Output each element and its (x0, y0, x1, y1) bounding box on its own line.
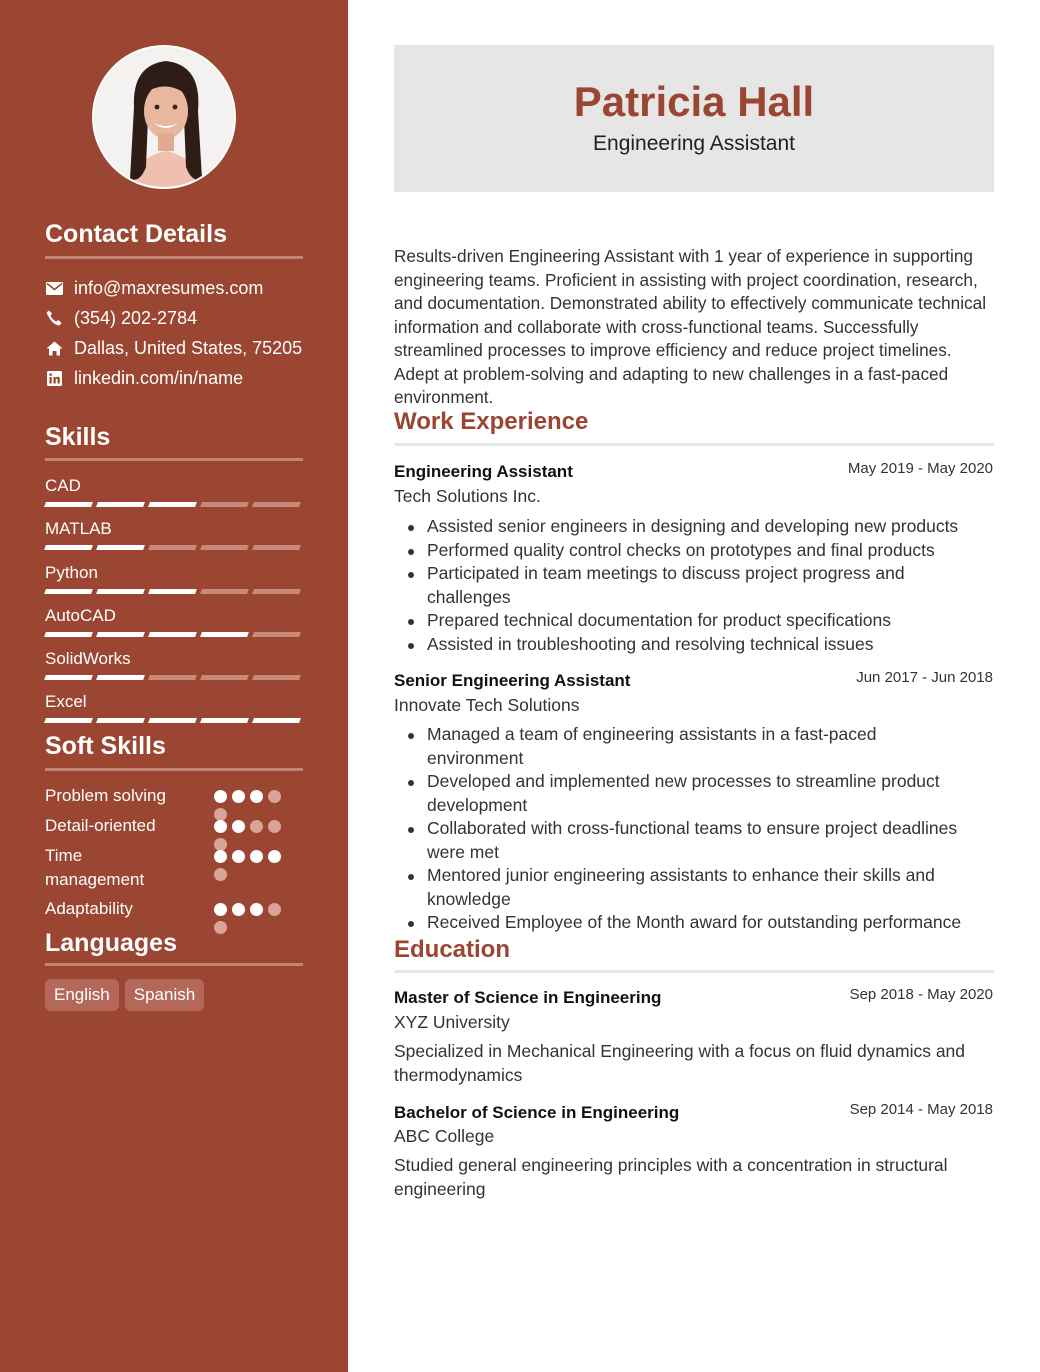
skill-level-segment (252, 545, 301, 550)
skill-level-segment (148, 545, 197, 550)
list-item: Participated in team meetings to discuss project progress and challenges (394, 562, 994, 609)
skills-divider (45, 458, 303, 461)
skill-level-segment (148, 632, 197, 637)
skill-name: MATLAB (45, 519, 112, 538)
skill-level-segment (96, 589, 145, 594)
envelope-icon (45, 279, 63, 297)
contact-address-text: Dallas, United States, 75205 (74, 337, 303, 358)
education-heading: Education (394, 936, 511, 963)
skill-name: Excel (45, 692, 87, 711)
work-divider (394, 443, 994, 446)
skill-item (45, 519, 303, 550)
soft-skills-divider (45, 768, 303, 771)
education-description: Specialized in Mechanical Engineering with a focus on fluid dynamics and thermodynamics (394, 1041, 966, 1085)
skill-level-segment (44, 589, 93, 594)
home-icon (45, 339, 63, 357)
skill-level-segment (44, 502, 93, 507)
linkedin-icon (45, 369, 63, 387)
job-company: Innovate Tech Solutions (394, 695, 580, 715)
soft-skill-name: Problem solving (45, 786, 166, 805)
list-item: Received Employee of the Month award for outstanding performance (394, 911, 994, 935)
education-dates: Sep 2014 - May 2018 (849, 1101, 993, 1118)
languages-heading: Languages (45, 929, 177, 957)
soft-skill-dot (268, 790, 281, 803)
job-title: Senior Engineering Assistant (394, 671, 631, 690)
skill-name: CAD (45, 476, 81, 495)
skill-level-segment (200, 502, 249, 507)
skill-name: SolidWorks (45, 649, 131, 668)
skill-item (45, 692, 303, 723)
soft-skill-name: Detail-oriented (45, 816, 156, 835)
job-company: Tech Solutions Inc. (394, 486, 541, 506)
skill-level-bar (45, 718, 303, 723)
sidebar (0, 0, 348, 1372)
contact-phone-text: (354) 202-2784 (74, 307, 198, 328)
education-dates: Sep 2018 - May 2020 (849, 986, 993, 1003)
skill-level-bar (45, 675, 303, 680)
candidate-name: Patricia Hall (573, 78, 815, 125)
skill-level-segment (96, 718, 145, 723)
skill-level-segment (200, 632, 249, 637)
contact-address (45, 335, 302, 361)
contact-linkedin[interactable] (45, 365, 243, 391)
language-tag: English (45, 979, 119, 1011)
list-item: Prepared technical documentation for product specifications (394, 609, 994, 633)
skill-level-segment (96, 632, 145, 637)
school-name: ABC College (394, 1126, 495, 1146)
skill-level-segment (252, 718, 301, 723)
soft-skill-name: Adaptability (45, 899, 133, 918)
soft-skill-dot (232, 790, 245, 803)
list-item: Assisted in troubleshooting and resolving technical issues (394, 633, 994, 657)
soft-skills-heading: Soft Skills (45, 732, 166, 760)
degree-title: Bachelor of Science in Engineering (394, 1103, 680, 1122)
skill-level-segment (200, 545, 249, 550)
skill-item (45, 563, 303, 594)
job-dates: May 2019 - May 2020 (847, 460, 993, 477)
skill-level-segment (200, 589, 249, 594)
soft-skill-dot (250, 820, 263, 833)
job-title: Engineering Assistant (394, 462, 573, 481)
soft-skill-dot (250, 790, 263, 803)
education-divider (394, 970, 994, 973)
contact-divider (45, 256, 303, 259)
soft-skill-dot (214, 868, 227, 881)
skill-level-segment (252, 675, 301, 680)
job-bullets (394, 515, 994, 656)
summary: Results-driven Engineering Assistant with 1 year of experience in supporting engineering teams. Proficient in assisting with project coordination, research, and documentation. Demonstrated ability to effectively communicate technical information and collaborate with cross-functional teams. Successfully streamlined processes to improve efficiency and reduce project timelines. Adept at problem-solving and adapting to new challenges in a fast-paced environment. (394, 246, 987, 407)
soft-skill-dots (214, 820, 294, 851)
skill-level-bar (45, 502, 303, 507)
soft-skill-dot (250, 903, 263, 916)
contact-email-text: info@maxresumes.com (74, 277, 264, 298)
soft-skill-dot (232, 903, 245, 916)
soft-skill-dot (250, 850, 263, 863)
skill-level-segment (44, 545, 93, 550)
profile-photo (92, 45, 236, 189)
school-name: XYZ University (394, 1012, 510, 1032)
soft-skill-dot (268, 850, 281, 863)
skill-level-segment (148, 589, 197, 594)
skill-level-segment (252, 632, 301, 637)
list-item: Collaborated with cross-functional teams to ensure project deadlines were met (394, 817, 994, 864)
soft-skill-dot (268, 820, 281, 833)
list-item: Assisted senior engineers in designing and developing new products (394, 515, 994, 539)
work-heading: Work Experience (394, 408, 589, 435)
list-item: Performed quality control checks on prototypes and final products (394, 539, 994, 563)
skill-level-segment (252, 502, 301, 507)
soft-skill-dot (232, 850, 245, 863)
education-description: Studied general engineering principles with a concentration in structural engineering (394, 1155, 948, 1199)
soft-skill-dot (232, 820, 245, 833)
contact-heading: Contact Details (45, 220, 227, 248)
skill-level-segment (96, 545, 145, 550)
soft-skill-dot (214, 903, 227, 916)
languages-divider (45, 963, 303, 966)
skill-name: Python (45, 563, 98, 582)
languages-list (45, 979, 204, 1011)
soft-skill-dot (214, 820, 227, 833)
language-tag: Spanish (125, 979, 204, 1011)
skill-level-segment (148, 502, 197, 507)
soft-skill-dots (214, 790, 294, 821)
soft-skill-dot (214, 790, 227, 803)
list-item: Managed a team of engineering assistants in a fast-paced environment (394, 723, 994, 770)
skill-level-segment (44, 632, 93, 637)
soft-skill-dot (214, 921, 227, 934)
skill-level-segment (200, 675, 249, 680)
list-item: Mentored junior engineering assistants to enhance their skills and knowledge (394, 864, 994, 911)
soft-skill-dot (268, 903, 281, 916)
skills-heading: Skills (45, 423, 111, 451)
job-dates: Jun 2017 - Jun 2018 (856, 669, 993, 686)
skill-item (45, 476, 303, 507)
skill-level-bar (45, 545, 303, 550)
skill-item (45, 606, 303, 637)
skill-level-segment (252, 589, 301, 594)
skill-name: AutoCAD (45, 606, 116, 625)
skill-level-segment (44, 718, 93, 723)
skill-level-segment (148, 675, 197, 680)
skill-level-bar (45, 589, 303, 594)
skill-level-bar (45, 632, 303, 637)
name-header (394, 45, 994, 192)
soft-skill-name: Time management (45, 846, 145, 889)
contact-linkedin-text: linkedin.com/in/name (74, 367, 244, 388)
degree-title: Master of Science in Engineering (394, 988, 662, 1007)
skill-level-segment (200, 718, 249, 723)
skill-level-segment (44, 675, 93, 680)
phone-icon (45, 309, 63, 327)
soft-skill-dot (214, 850, 227, 863)
skill-item (45, 649, 303, 680)
list-item: Developed and implemented new processes to streamline product development (394, 770, 994, 817)
candidate-title: Engineering Assistant (593, 132, 795, 155)
contact-email[interactable] (45, 275, 263, 301)
skill-level-segment (148, 718, 197, 723)
soft-skill-dots (214, 903, 294, 934)
skill-level-segment (96, 675, 145, 680)
contact-phone[interactable] (45, 305, 197, 331)
soft-skill-dots (214, 850, 294, 881)
skill-level-segment (96, 502, 145, 507)
job-bullets (394, 723, 994, 935)
